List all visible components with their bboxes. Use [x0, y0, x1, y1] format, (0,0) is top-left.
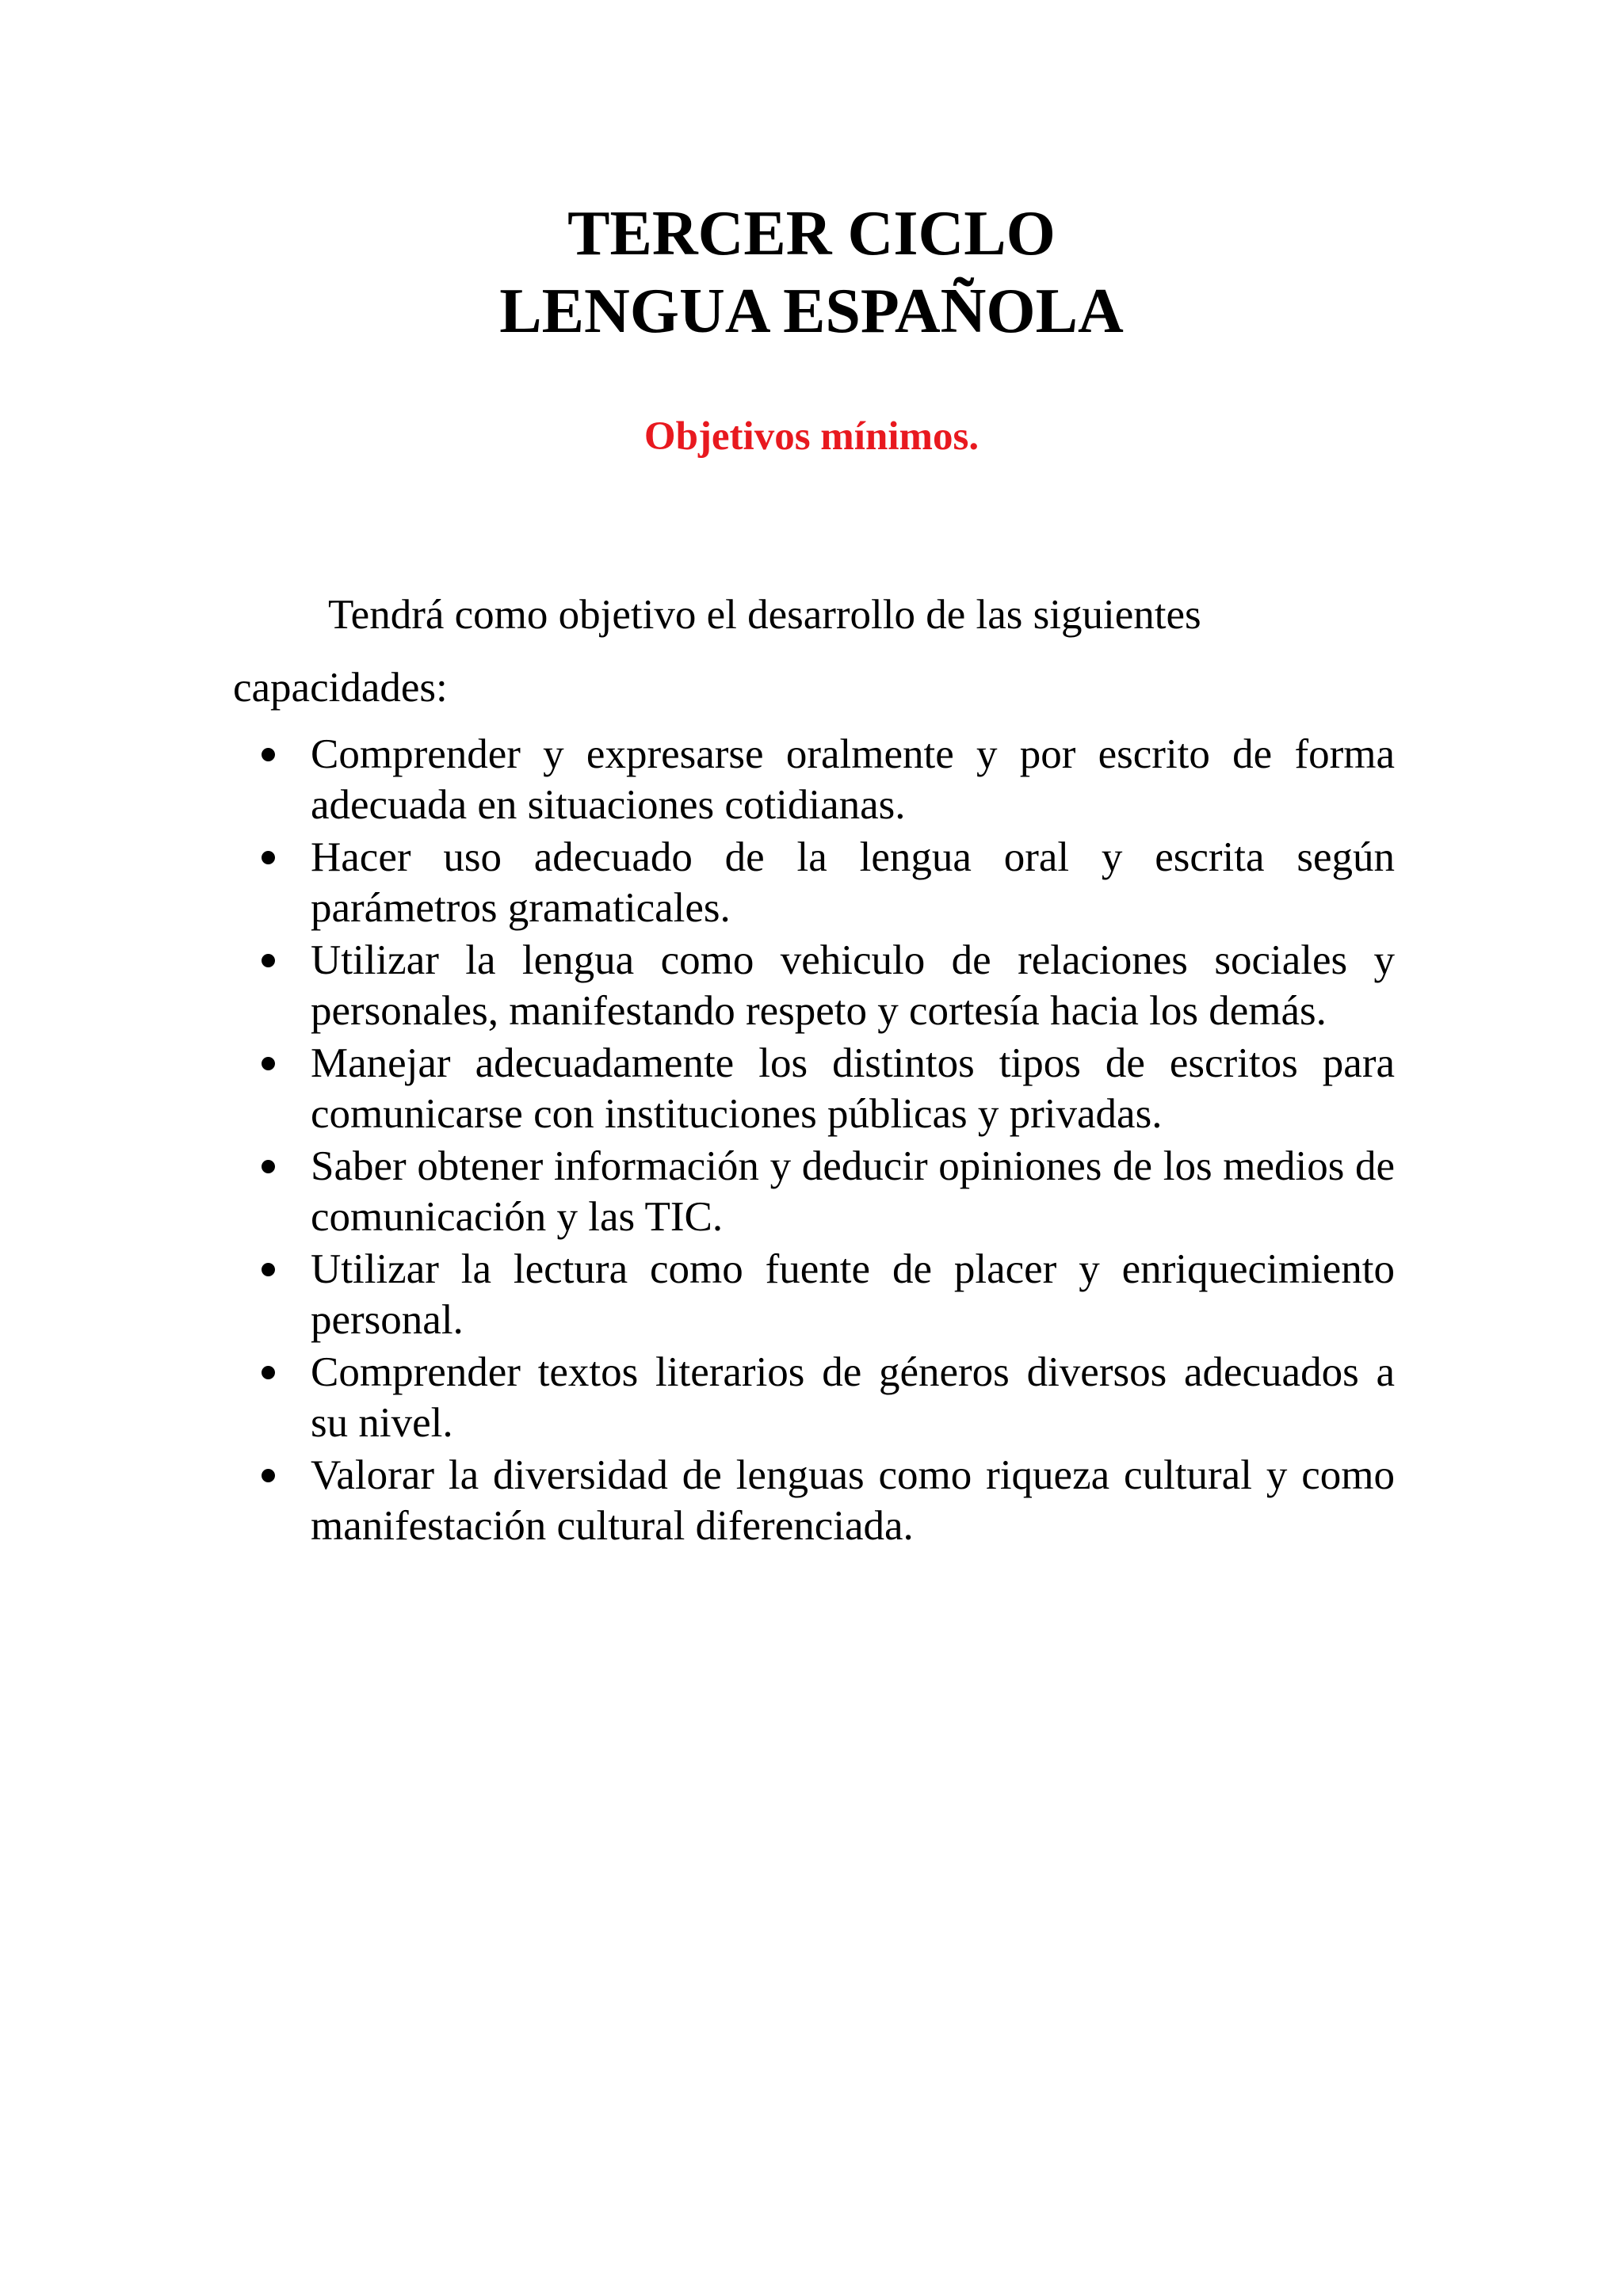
- objectives-list: [262, 729, 1395, 1553]
- title-line-1: TERCER CICLO: [567, 199, 1056, 269]
- list-item-text: Comprender y expresarse oralmente y por escrito de forma adecuada en situaciones cotidianas.: [311, 731, 1395, 828]
- list-item-text: Hacer uso adecuado de la lengua oral y escrita según parámetros gramaticales.: [311, 834, 1395, 931]
- list-item: [262, 1038, 1395, 1139]
- list-item-text: Valorar la diversidad de lenguas como riqueza cultural y como manifestación cultural diferenciada.: [311, 1452, 1395, 1549]
- list-item: [262, 1244, 1395, 1345]
- bullet-icon: [262, 1469, 275, 1482]
- subtitle: Objetivos mínimos.: [643, 414, 980, 459]
- bullet-icon: [262, 1160, 275, 1173]
- bullet-icon: [262, 954, 275, 967]
- bullet-icon: [262, 748, 275, 761]
- list-item: [262, 1141, 1395, 1242]
- list-item-text: Utilizar la lengua como vehiculo de relaciones sociales y personales, manifestando respeto y cortesía hacia los demás.: [311, 937, 1395, 1034]
- title-line-2: LENGUA ESPAÑOLA: [499, 277, 1124, 346]
- list-item-text: Utilizar la lectura como fuente de placer y enriquecimiento personal.: [311, 1246, 1395, 1343]
- list-item-text: Saber obtener información y deducir opiniones de los medios de comunicación y las TIC.: [311, 1143, 1395, 1240]
- title-block: [0, 195, 1623, 350]
- bullet-icon: [262, 1263, 275, 1276]
- list-item: [262, 729, 1395, 830]
- list-item: [262, 832, 1395, 933]
- list-item: [262, 1347, 1395, 1448]
- intro-paragraph: Tendrá como objetivo el desarrollo de las siguientes capacidades:: [233, 592, 1201, 711]
- list-item: [262, 1450, 1395, 1551]
- bullet-icon: [262, 1366, 275, 1379]
- bullet-icon: [262, 851, 275, 864]
- list-item-text: Comprender textos literarios de géneros diversos adecuados a su nivel.: [311, 1349, 1395, 1446]
- list-item: [262, 935, 1395, 1036]
- list-item-text: Manejar adecuadamente los distintos tipos de escritos para comunicarse con instituciones públicas y privadas.: [311, 1040, 1395, 1137]
- bullet-icon: [262, 1057, 275, 1070]
